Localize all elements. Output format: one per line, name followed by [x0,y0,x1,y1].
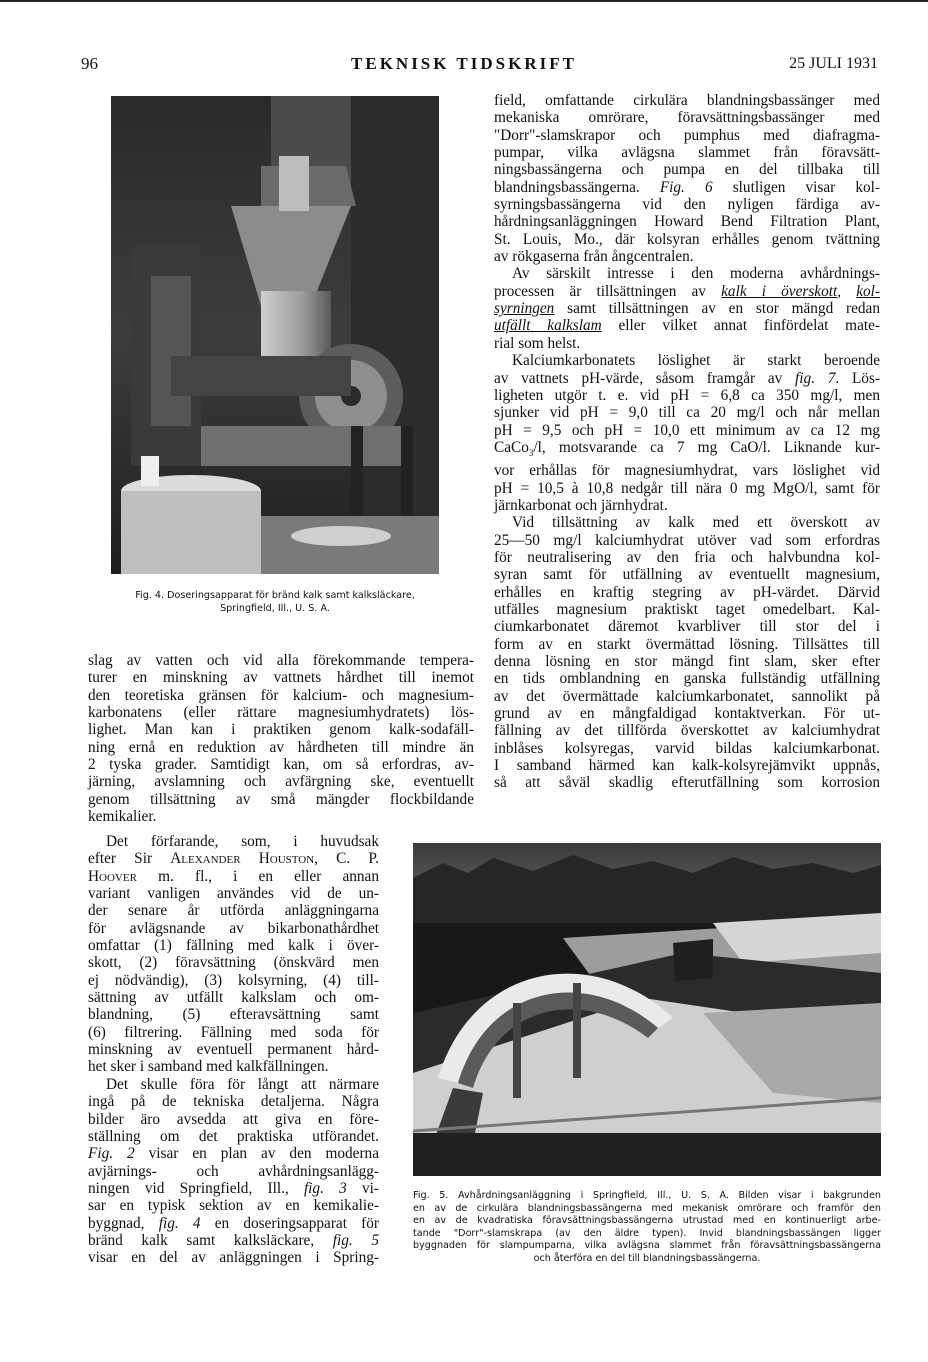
text-line: denna lösning en stor mängd fint slam, sker efter [494,653,880,671]
text-line: den teoretiska gränsen för kalcium- och magnesium- [88,686,474,704]
text-line: "Dorr"-slamskrapor och pumphus med diafragma- [494,126,880,144]
page-number: 96 [81,54,98,73]
text-line: Av särskilt intresse i den moderna avhårdnings- [512,265,880,283]
text-line: Kalciumkarbonatets löslighet är starkt beroende [512,352,880,370]
text-line: utfällt kalkslam eller vilket annat finfördelat mate- [494,317,880,335]
text-line: Det skulle föra för långt att närmare [106,1075,379,1093]
figure-4-caption-line-2: Springfield, Ill., U. S. A. [220,602,330,614]
text-line: pH = 9,5 och pH = 10,0 ett minimum av ca 12 mg [494,421,880,439]
figure-5-caption-line-5: byggnaden för slampumparna, vilka avlägsna slammet från föravsättningsbassängerna [413,1240,881,1251]
text-line: processen är tillsättningen av kalk i överskott, kol- [494,282,881,300]
text-line: järnkarbonat och järnhydrat. [494,496,668,514]
text-line: genom tillsättning av små mängder flockbildande [88,790,474,808]
text-line: ligheten utgör t. e. vid pH = 6,8 ca 350 mg/l, men [494,386,880,404]
text-line: het sker i samband med kalkfällningen. [88,1058,329,1076]
text-line: I samband härmed kan kalk-kolsyrejämvikt uppnås, [494,757,880,775]
right-column-text [494,92,880,792]
text-line: syrningen samt tillsättningen av en stor mängd redan [494,300,880,318]
text-line: ställning om det praktiska utförandet. [88,1127,379,1145]
text-line: efter Sir Alexander Houston, C. P. [88,850,379,868]
text-line: visar en del av anläggningen i Spring- [88,1249,379,1267]
figure-4-caption [111,590,439,615]
text-line: rial som helst. [494,334,581,352]
text-line: erhålles en kraftig stegring av pH-värdet. Därvid [494,583,880,601]
text-line: bränd kalk samt kalksläckare, fig. 5 [88,1231,379,1249]
issue-date: 25 JULI 1931 [789,55,878,72]
text-line: skott, (2) föravsättning (önskvärd men [88,954,379,972]
text-line: syran samt för utfällning av eventuellt magnesium, [494,566,880,584]
figure-5-caption-line-4: tande "Dorr"-slamskrapa (av den äldre typen). Invid blandningsbassängen ligger [413,1227,881,1239]
text-line: St. Louis, Mo., där kolsyran erhålles genom tvättning [494,230,880,248]
text-line: minskning av eventuell permanent hård- [88,1041,379,1059]
text-line: syrningsbassängerna vid den nyligen färdiga av- [494,196,880,214]
text-line: ingå på de tekniska detaljerna. Några [88,1093,379,1111]
text-line: slag av vatten och vid alla förekommande tempera- [88,652,474,669]
text-line: 25—50 mg/l kalciumhydrat utöver vad som erfordras [494,531,880,549]
text-line: (6) filtrering. Fällning med soda för [88,1023,379,1041]
text-line: vor erhållas för magnesiumhydrat, vars löslighet vid [494,462,880,480]
text-line: ningsbassängerna och pumpa en del tillbaka till [494,161,880,179]
text-line: grund av en mångfaldigad kontaktverkan. För ut- [494,705,880,723]
text-line: järning, avslamning och avfärgning ske, eventuellt [88,773,474,791]
text-line: ningen vid Springfield, Ill., fig. 3 vi- [88,1179,379,1197]
text-line: ning ernå en reduktion av hårdheten till mindre än [88,738,474,756]
text-line: Vid tillsättning av kalk med ett överskott av [512,514,880,532]
text-line: pH = 10,5 à 10,8 nedgår till nära 0 mg MgO/l, samt för [494,479,880,497]
text-line: en tids omblandning en ganska fullständig utfällning [494,670,880,688]
text-line: så att såväl skadlig efterutfällning som korrosion [494,774,880,792]
text-line: blandningsbassängerna. Fig. 6 slutligen visar kol- [494,178,880,196]
figure-4-caption-line-1: Fig. 4. Doseringsapparat för bränd kalk samt kalksläckare, [135,590,415,601]
text-line: inblåses kolsyregas, varvid bildas kalciumkarbonat. [494,739,880,757]
text-line: form av en starkt övermättad lösning. Tillsättes till [494,635,880,653]
text-line: utfälles magnesium praktiskt taget omedelbart. Kal- [494,601,880,619]
text-line: av det övermättade kalciumkarbonatet, sannolikt på [494,687,880,705]
figure-5-caption-line-6: och återföra en del till blandningsbassängerna. [533,1252,761,1264]
text-line: CaCo$_3$/l, motsvarande ca 7 mg CaO/l. Liknande kur- [494,438,880,458]
figure-5-caption [413,1190,881,1265]
text-line: pumpar, vilka avlägsna slammet från föravsätt- [494,144,880,162]
text-line: variant vanligen användes vid de un- [88,885,379,903]
text-line: för neutralisering av den fria och halvbundna kol- [494,548,880,566]
journal-title: TEKNISK TIDSKRIFT [351,54,577,73]
text-line: av rökgaserna från ångcentralen. [494,248,694,266]
left-column-bottom-text [88,833,379,1267]
text-line: omfattar (1) fällning med kalk i över- [88,937,379,955]
text-line: sjunker vid pH = 9,0 till ca 20 mg/l och når mellan [494,404,880,422]
figure-5-caption-line-2: en av de cirkulära blandningsbassängerna med mekanisk omrörare och framför den [413,1202,881,1214]
text-line: 2 tyska grader. Samtidigt kan, om så erfordras, av- [88,756,474,774]
left-column-top-text [88,652,474,825]
text-line: turer en minskning av vattnets hårdhet till inemot [88,669,474,687]
text-line: ej nödvändig), (3) kolsyrning, (4) till- [88,971,379,989]
text-line: lighet. Man kan i praktiken genom kalk-sodafäll- [88,721,474,739]
text-line: kemikalier. [88,808,157,826]
author-name: Alexander Houston [170,850,315,868]
text-line: sar en typisk sektion av en kemikalie- [88,1197,379,1215]
text-line: fällning av det tillförda överskottet av kalciumhydrat [494,722,880,740]
figure-5-caption-line-3: en av de kvadratiska föravsättningsbassängerna utrustad med en kontinuerligt arbe- [413,1215,881,1226]
figure-5-caption-line-1: Fig. 5. Avhårdningsanläggning i Springfield, Ill., U. S. A. Bilden visar i bakgrunden [413,1190,881,1201]
author-name: Hoover [88,867,137,885]
text-line: blandning, (5) efteravsättning samt [88,1006,379,1024]
text-line: hårdningsanläggningen Howard Bend Filtration Plant, [494,213,880,231]
figure-5-illustration [413,843,881,1176]
text-line: för avlägsnande av bikarbonathårdhet [88,919,379,937]
text-line: Fig. 2 visar en plan av den moderna [88,1145,379,1163]
text-line: Det förfarande, som, i huvudsak [106,833,379,850]
text-line: bilder äro avsedda att giva en före- [88,1110,379,1128]
figure-4-photo [111,96,439,574]
text-line: av vattnets pH-värde, såsom framgår av fig. 7. Lös- [494,369,880,387]
text-line: avjärnings- och avhårdningsanlägg- [88,1162,379,1180]
text-line: sättning av utfällt kalkslam och om- [88,989,379,1007]
figure-4-illustration [111,96,439,574]
text-line: der senare år utförda anläggningarna [88,902,379,920]
text-line: byggnad, fig. 4 en doseringsapparat för [88,1214,379,1232]
text-line: field, omfattande cirkulära blandningsbassänger med [494,92,880,109]
text-line: mekaniska omrörare, föravsättningsbassänger med [494,109,880,127]
text-line: ciumkarbonatet däremot kvarbliver till stor del i [494,618,880,636]
figure-5-photo [413,843,881,1176]
page-top-rule [0,0,928,2]
text-line: karbonatens (eller rättare magnesiumhydratets) lös- [88,704,474,722]
text-line: Hoover m. fl., i en eller annan [88,867,379,885]
